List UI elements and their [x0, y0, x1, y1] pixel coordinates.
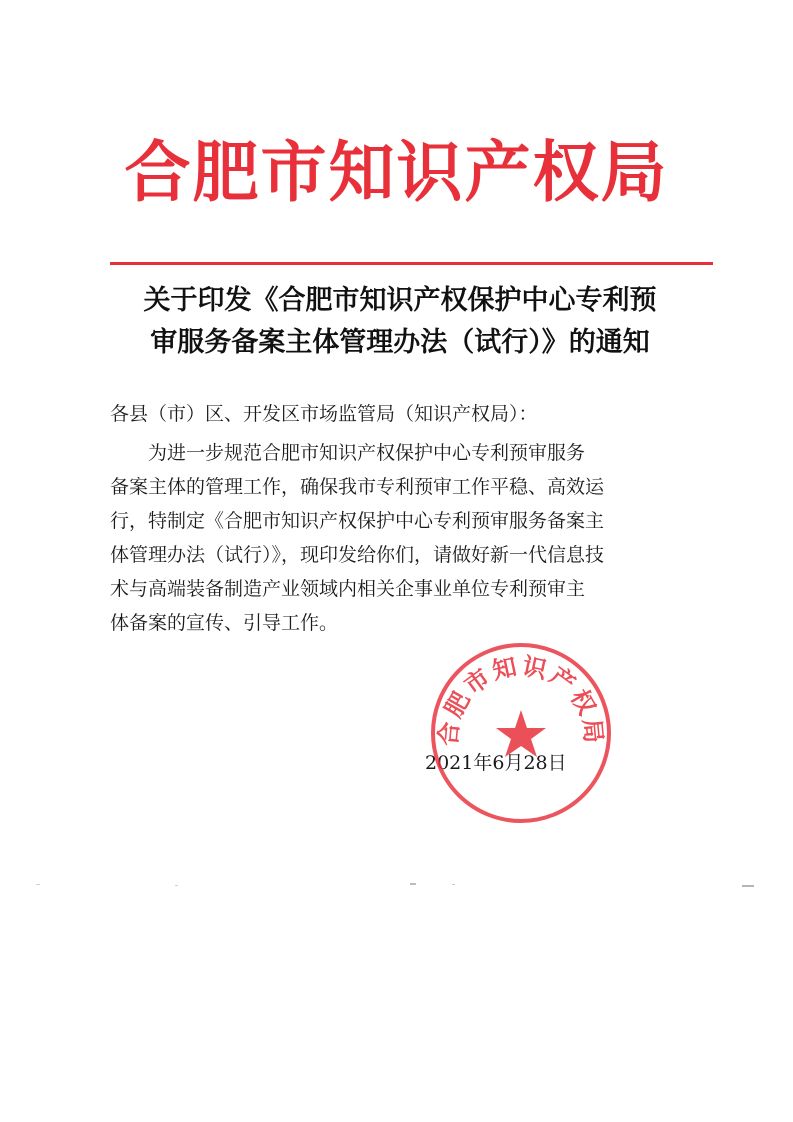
notice-title-line: 审服务备案主体管理办法（试行）》的通知: [150, 327, 650, 358]
body-line: 备案主体的管理工作，确保我市专利预审工作平稳、高效运: [110, 476, 605, 498]
body-line: 行，特制定《合肥市知识产权保护中心专利预审服务备案主: [110, 510, 605, 532]
notice-title: [100, 280, 700, 364]
official-seal: [428, 640, 614, 826]
body-line: 体备案的宣传、引导工作。: [110, 612, 339, 634]
body-line: 体管理办法（试行）》，现印发给你们，请做好新一代信息技: [110, 544, 605, 566]
notice-body: [110, 436, 690, 640]
salutation: 各县（市）区、开发区市场监管局（知识产权局）：: [110, 403, 538, 425]
organization-masthead: 合肥市知识产权局: [124, 133, 669, 211]
star-icon: [496, 710, 546, 757]
seal-text: 合肥市知识产权局: [433, 650, 609, 748]
red-divider-line: [110, 262, 713, 265]
scan-noise-specks: [0, 875, 793, 895]
body-line: 为进一步规范合肥市知识产权保护中心专利预审服务: [148, 442, 586, 464]
notice-title-line: 关于印发《合肥市知识产权保护中心专利预: [143, 285, 657, 316]
issue-date: 2021年6月28日: [425, 752, 567, 774]
body-line: 术与高端装备制造产业领域内相关企事业单位专利预审主: [110, 578, 586, 600]
